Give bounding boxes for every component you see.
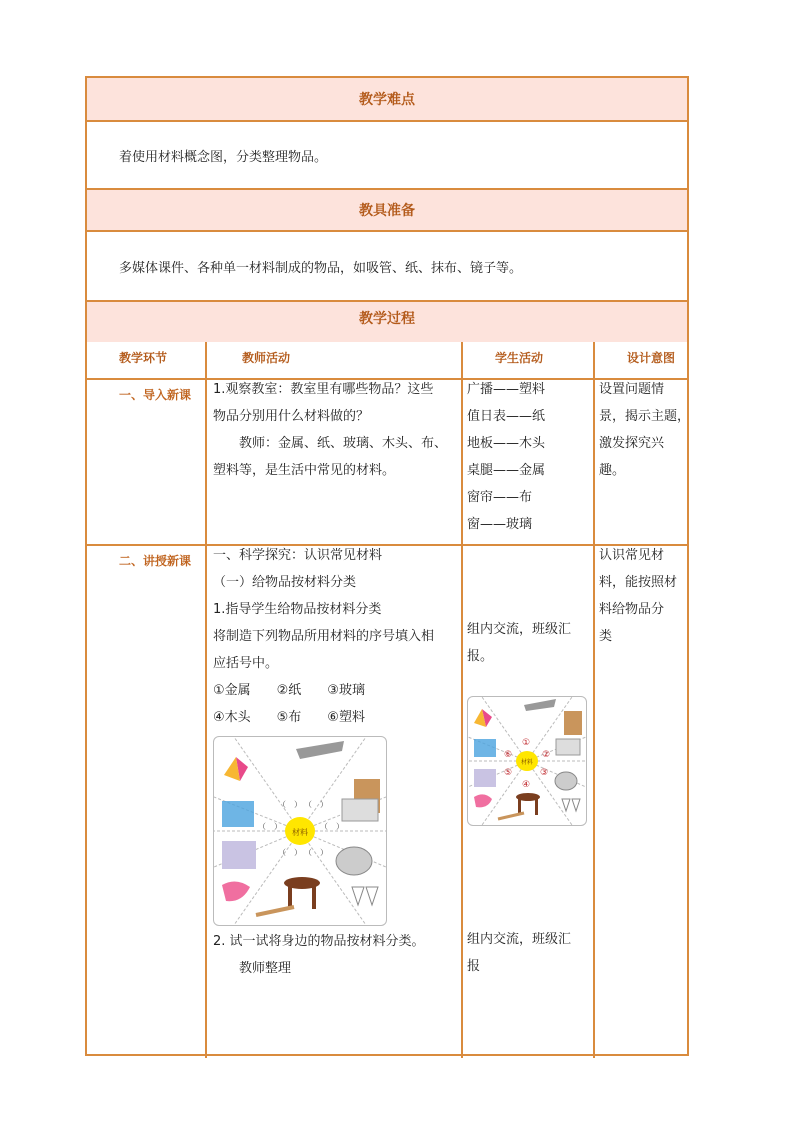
stool-icon	[284, 877, 320, 909]
answer-label: ⑤	[504, 768, 513, 778]
col-stage: 教学环节	[119, 351, 168, 365]
bottles-icon	[222, 801, 254, 827]
lesson-table	[85, 76, 689, 1056]
difficulty-header	[87, 78, 687, 122]
cloth-icon	[222, 881, 250, 901]
row2-teacher-bottom	[213, 928, 425, 982]
text-line: 趣。	[599, 463, 626, 478]
text-line: 窗——玻璃	[467, 517, 533, 532]
cloth-icon	[474, 794, 492, 807]
text-line: 组内交流，班级汇	[467, 932, 572, 947]
row1-teacher	[213, 376, 447, 484]
row1-intent	[599, 376, 690, 484]
process-header	[87, 300, 687, 344]
text-line: 认识常见材	[599, 548, 665, 563]
text-line: 广播——塑料	[467, 382, 546, 397]
text-line: 教师：金属、纸、玻璃、木头、布、	[213, 436, 448, 451]
column-header-row	[87, 342, 687, 378]
bracket-label: （ ）	[320, 822, 344, 831]
answer-label: ④	[522, 780, 531, 790]
text-line: ①金属 ②纸 ③玻璃	[213, 683, 365, 698]
bracket-label: （ ）	[258, 822, 282, 831]
row1-stage: 一、导入新课	[119, 388, 192, 402]
pinwheel-icon	[224, 757, 248, 781]
col-divider	[461, 342, 463, 1058]
row2-student-top	[467, 616, 571, 670]
text-line: 类	[599, 629, 613, 644]
text-line: 1.观察教室：教室里有哪些物品？这些	[213, 382, 434, 397]
prep-body	[87, 232, 687, 300]
prep-header	[87, 188, 687, 232]
rolling-pin-icon	[498, 813, 524, 819]
text-line: 塑料等，是生活中常见的材料。	[213, 463, 396, 478]
text-line: 报。	[467, 649, 494, 664]
text-line: 物品分别用什么材料做的？	[213, 409, 370, 424]
diagram-center-label: 材料	[292, 828, 308, 837]
ribbons-icon	[474, 769, 496, 787]
stool-icon	[516, 793, 540, 815]
row1-student	[467, 376, 545, 538]
mirror-icon	[336, 847, 372, 875]
row2-teacher-top	[213, 542, 434, 731]
pinwheel-icon	[474, 709, 492, 727]
answer-label: ②	[542, 750, 551, 760]
mirror-icon	[555, 772, 577, 790]
answer-label: ③	[540, 768, 549, 778]
text-line: 1.指导学生给物品按材料分类	[213, 602, 382, 617]
bracket-label: （ ）	[304, 800, 328, 809]
col-divider	[593, 342, 595, 1058]
prep-text: 多媒体课件、各种单一材料制成的物品，如吸管、纸、抹布、镜子等。	[119, 260, 523, 276]
ribbons-icon	[222, 841, 256, 869]
text-line: 组内交流，班级汇	[467, 622, 572, 637]
difficulty-text: 着使用材料概念图，分类整理物品。	[119, 149, 328, 165]
text-line: 一、科学探究：认识常见材料	[213, 548, 383, 563]
col-divider	[205, 342, 207, 1058]
diagram-center-label: 材料	[520, 759, 534, 766]
newspaper-icon	[556, 739, 580, 755]
rolling-pin-icon	[256, 907, 294, 915]
bracket-label: （ ）	[278, 848, 302, 857]
text-line: 窗帘——布	[467, 490, 533, 505]
bottles-icon	[474, 739, 496, 757]
difficulty-title: 教学难点	[359, 92, 415, 108]
text-line: 激发探究兴	[599, 436, 665, 451]
difficulty-body	[87, 122, 687, 188]
bracket-label: （ ）	[278, 800, 302, 809]
prep-title: 教具准备	[359, 203, 415, 219]
text-line: 将制造下列物品所用材料的序号填入相	[213, 629, 435, 644]
row2-student-bottom	[467, 926, 571, 980]
material-diagram-large	[213, 736, 387, 926]
text-line: 料，能按照材	[599, 575, 678, 590]
text-line: 料给物品分	[599, 602, 665, 617]
answer-label: ⑥	[504, 750, 513, 760]
process-title: 教学过程	[359, 311, 415, 327]
answer-label: ①	[522, 738, 531, 748]
text-line: 值日表——纸	[467, 409, 546, 424]
row2-stage: 二、讲授新课	[119, 554, 192, 568]
text-line: 地板——木头	[467, 436, 546, 451]
text-line: 景，揭示主题，	[599, 409, 691, 424]
text-line: 2. 试一试将身边的物品按材料分类。	[213, 934, 425, 949]
col-student: 学生活动	[495, 351, 544, 365]
text-line: 应括号中。	[213, 656, 279, 671]
glasses-icon	[352, 887, 378, 905]
text-line: 桌腿——金属	[467, 463, 546, 478]
text-line: 报	[467, 959, 481, 974]
stapler-icon	[296, 741, 344, 759]
newspaper-icon	[342, 799, 378, 821]
material-diagram-small	[467, 696, 587, 826]
glasses-icon	[562, 799, 580, 811]
text-line: 教师整理	[213, 961, 292, 976]
col-teacher: 教师活动	[242, 351, 291, 365]
text-line: 设置问题情	[599, 382, 665, 397]
stapler-icon	[524, 699, 556, 711]
books-icon	[564, 711, 582, 735]
bracket-label: （ ）	[304, 848, 328, 857]
col-intent: 设计意图	[627, 351, 676, 365]
text-line: （一）给物品按材料分类	[213, 575, 357, 590]
row2-intent	[599, 542, 677, 650]
text-line: ④木头 ⑤布 ⑥塑料	[213, 710, 365, 725]
